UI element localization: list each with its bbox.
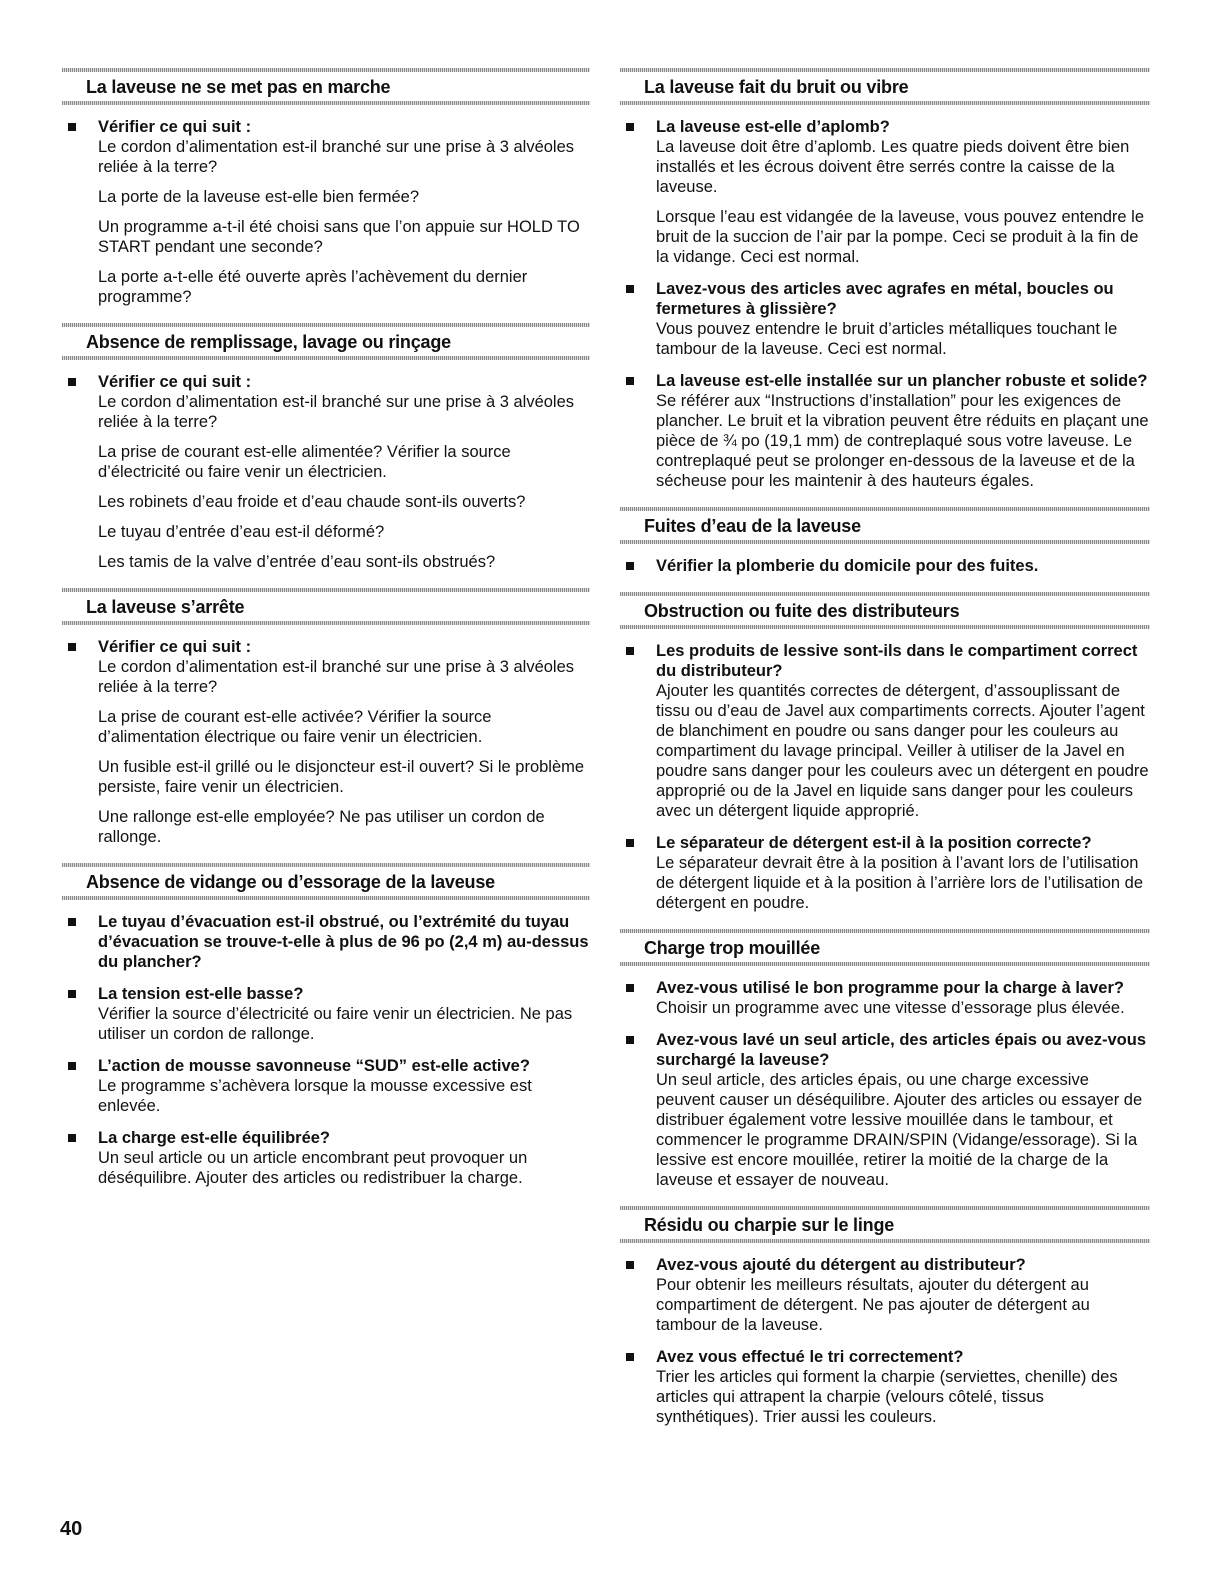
section-title: La laveuse fait du bruit ou vibre: [644, 77, 909, 97]
item-question: Vérifier ce qui suit :: [98, 638, 252, 656]
item-text: Le cordon d’alimentation est-il branché sur une prise à 3 alvéoles reliée à la terre?: [98, 138, 575, 176]
item-question: Avez vous effectué le tri correctement?: [656, 1348, 964, 1366]
list-item: [620, 1347, 1150, 1427]
section-header: [620, 507, 1150, 544]
section-noise: [620, 68, 1150, 491]
section-stops: [62, 588, 590, 847]
list-item: [62, 1056, 590, 1116]
square-bullet-icon: [68, 918, 76, 926]
item-text: Un programme a-t-il été choisi sans que l’on appuie sur HOLD TO START pendant une seconde?: [98, 218, 580, 256]
square-bullet-icon: [626, 1353, 634, 1361]
square-bullet-icon: [68, 1062, 76, 1070]
square-bullet-icon: [626, 1261, 634, 1269]
list-item: [620, 371, 1150, 491]
item-text: Pour obtenir les meilleurs résultats, ajouter du détergent au compartiment de détergent. Ne pas ajouter de détergent au tambour de la laveuse.: [656, 1276, 1090, 1334]
item-text: Le séparateur devrait être à la position à l’avant lors de l’utilisation de détergent liquide et à la position à l’arrière lors de l’utilisation de détergent en poudre.: [656, 854, 1144, 912]
item-question: L’action de mousse savonneuse “SUD” est-elle active?: [98, 1057, 530, 1075]
list-item: [62, 372, 590, 572]
item-question: La laveuse est-elle installée sur un plancher robuste et solide?: [656, 372, 1148, 390]
item-question: Avez-vous ajouté du détergent au distributeur?: [656, 1256, 1026, 1274]
item-text: Un seul article, des articles épais, ou une charge excessive peuvent causer un déséquilibre. Ajouter des articles ou essayer de distribuer également votre lessive mouillée dans le tambour, et commencer le programme DRAIN/SPIN (Vidange/essorage). Si la lessive est encore mouillée, retirer la moitié de la charge de la laveuse et essayer de nouveau.: [656, 1071, 1143, 1189]
square-bullet-icon: [626, 123, 634, 131]
section-title: Absence de vidange ou d’essorage de la laveuse: [86, 872, 495, 892]
list-item: [620, 978, 1150, 1018]
square-bullet-icon: [626, 1036, 634, 1044]
list-item: [620, 641, 1150, 821]
item-question: Avez-vous lavé un seul article, des articles épais ou avez-vous surchargé la laveuse?: [656, 1031, 1147, 1069]
item-question: Le tuyau d’évacuation est-il obstrué, ou l’extrémité du tuyau d’évacuation se trouve-t-elle à plus de 96 po (2,4 m) au-dessus du plancher?: [98, 913, 589, 971]
section-header: [62, 863, 590, 900]
section-header: [620, 1206, 1150, 1243]
square-bullet-icon: [626, 377, 634, 385]
square-bullet-icon: [626, 285, 634, 293]
page-number: 40: [60, 1518, 83, 1540]
item-text: Le cordon d’alimentation est-il branché sur une prise à 3 alvéoles reliée à la terre?: [98, 658, 575, 696]
item-question: La charge est-elle équilibrée?: [98, 1129, 330, 1147]
list-item: [62, 984, 590, 1044]
section-dispensers: [620, 592, 1150, 913]
section-residue: [620, 1206, 1150, 1427]
item-question: Les produits de lessive sont-ils dans le compartiment correct du distributeur?: [656, 642, 1138, 680]
section-title: La laveuse s’arrête: [86, 597, 245, 617]
list-item: [62, 637, 590, 847]
item-text: Vérifier la source d’électricité ou faire venir un électricien. Ne pas utiliser un cordon de rallonge.: [98, 1005, 573, 1043]
section-no-start: [62, 68, 590, 307]
square-bullet-icon: [626, 562, 634, 570]
list-item: [620, 833, 1150, 913]
item-text: Un fusible est-il grillé ou le disjoncteur est-il ouvert? Si le problème persiste, faire venir un électricien.: [98, 758, 585, 796]
item-text: Trier les articles qui forment la charpie (serviettes, chenille) des articles qui attrapent la charpie (velours côtelé, tissus synthétiques). Trier aussi les couleurs.: [656, 1368, 1118, 1426]
section-title: La laveuse ne se met pas en marche: [86, 77, 391, 97]
item-text: Vous pouvez entendre le bruit d’articles métalliques touchant le tambour de la laveuse. Ceci est normal.: [656, 320, 1118, 358]
section-header: [62, 68, 590, 105]
item-question: Vérifier ce qui suit :: [98, 118, 252, 136]
square-bullet-icon: [68, 643, 76, 651]
square-bullet-icon: [626, 839, 634, 847]
left-column: [62, 68, 590, 1188]
item-text: Ajouter les quantités correctes de détergent, d’assouplissant de tissu ou d’eau de Javel aux compartiments corrects. Ajouter l’agent de blanchiment en poudre ou sans danger pour les couleurs au compartiment du lavage principal. Veiller à utiliser de la Javel en poudre sans danger pour les couleurs avec un détergent en poudre approprié ou de la Javel en liquide sans danger pour les couleurs avec un détergent liquide approprié.: [656, 682, 1149, 820]
item-text: Se référer aux “Instructions d’installation” pour les exigences de plancher. Le bruit et la vibration peuvent être réduits en plaçant une pièce de ¾ po (19,1 mm) de contreplaqué sous votre laveuse. Le contreplaqué peut se prolonger en-dessous de la laveuse et de la sécheuse pour les maintenir à des hauteurs égales.: [656, 392, 1149, 490]
section-no-fill: [62, 323, 590, 572]
square-bullet-icon: [626, 647, 634, 655]
item-question: Lavez-vous des articles avec agrafes en métal, boucles ou fermetures à glissière?: [656, 280, 1114, 318]
item-question: Le séparateur de détergent est-il à la position correcte?: [656, 834, 1092, 852]
item-text: La prise de courant est-elle activée? Vérifier la source d’alimentation électrique ou faire venir un électricien.: [98, 708, 492, 746]
item-question: Vérifier ce qui suit :: [98, 373, 252, 391]
section-header: [620, 68, 1150, 105]
section-title: Absence de remplissage, lavage ou rinçage: [86, 332, 451, 352]
section-title: Résidu ou charpie sur le linge: [644, 1215, 895, 1235]
section-header: [62, 323, 590, 360]
right-column: [620, 68, 1150, 1427]
section-header: [620, 592, 1150, 629]
item-text: Un seul article ou un article encombrant peut provoquer un déséquilibre. Ajouter des articles ou redistribuer la charge.: [98, 1149, 528, 1187]
section-title: Fuites d’eau de la laveuse: [644, 516, 861, 536]
item-text: Le programme s’achèvera lorsque la mousse excessive est enlevée.: [98, 1077, 532, 1115]
item-text: Une rallonge est-elle employée? Ne pas utiliser un cordon de rallonge.: [98, 808, 545, 846]
item-text: Lorsque l’eau est vidangée de la laveuse, vous pouvez entendre le bruit de la succion de l’air par la pompe. Ceci se produit à la fin de la vidange. Ceci est normal.: [656, 208, 1145, 266]
item-text: La porte de la laveuse est-elle bien fermée?: [98, 188, 420, 206]
item-text: Les robinets d’eau froide et d’eau chaude sont-ils ouverts?: [98, 493, 526, 511]
section-header: [620, 929, 1150, 966]
item-question: Vérifier la plomberie du domicile pour des fuites.: [656, 557, 1039, 575]
item-question: Avez-vous utilisé le bon programme pour la charge à laver?: [656, 979, 1124, 997]
square-bullet-icon: [68, 123, 76, 131]
square-bullet-icon: [68, 1134, 76, 1142]
square-bullet-icon: [68, 990, 76, 998]
section-no-drain: [62, 863, 590, 1188]
list-item: [620, 1255, 1150, 1335]
list-item: [62, 912, 590, 972]
list-item: [620, 117, 1150, 267]
section-header: [62, 588, 590, 625]
item-text: Le cordon d’alimentation est-il branché sur une prise à 3 alvéoles reliée à la terre?: [98, 393, 575, 431]
item-text: La laveuse doit être d’aplomb. Les quatre pieds doivent être bien installés et les écrous doivent être serrés contre la caisse de la laveuse.: [656, 138, 1130, 196]
section-leaks: [620, 507, 1150, 576]
square-bullet-icon: [626, 984, 634, 992]
section-too-wet: [620, 929, 1150, 1190]
section-title: Charge trop mouillée: [644, 938, 821, 958]
section-title: Obstruction ou fuite des distributeurs: [644, 601, 960, 621]
item-text: Le tuyau d’entrée d’eau est-il déformé?: [98, 523, 385, 541]
item-text: La prise de courant est-elle alimentée? Vérifier la source d’électricité ou faire venir un électricien.: [98, 443, 511, 481]
list-item: [62, 1128, 590, 1188]
list-item: [620, 556, 1150, 576]
item-text: La porte a-t-elle été ouverte après l’achèvement du dernier programme?: [98, 268, 528, 306]
item-text: Choisir un programme avec une vitesse d’essorage plus élevée.: [656, 999, 1125, 1017]
list-item: [620, 279, 1150, 359]
item-text: Les tamis de la valve d’entrée d’eau sont-ils obstrués?: [98, 553, 496, 571]
list-item: [620, 1030, 1150, 1190]
item-question: La tension est-elle basse?: [98, 985, 304, 1003]
list-item: [62, 117, 590, 307]
item-question: La laveuse est-elle d’aplomb?: [656, 118, 890, 136]
square-bullet-icon: [68, 378, 76, 386]
